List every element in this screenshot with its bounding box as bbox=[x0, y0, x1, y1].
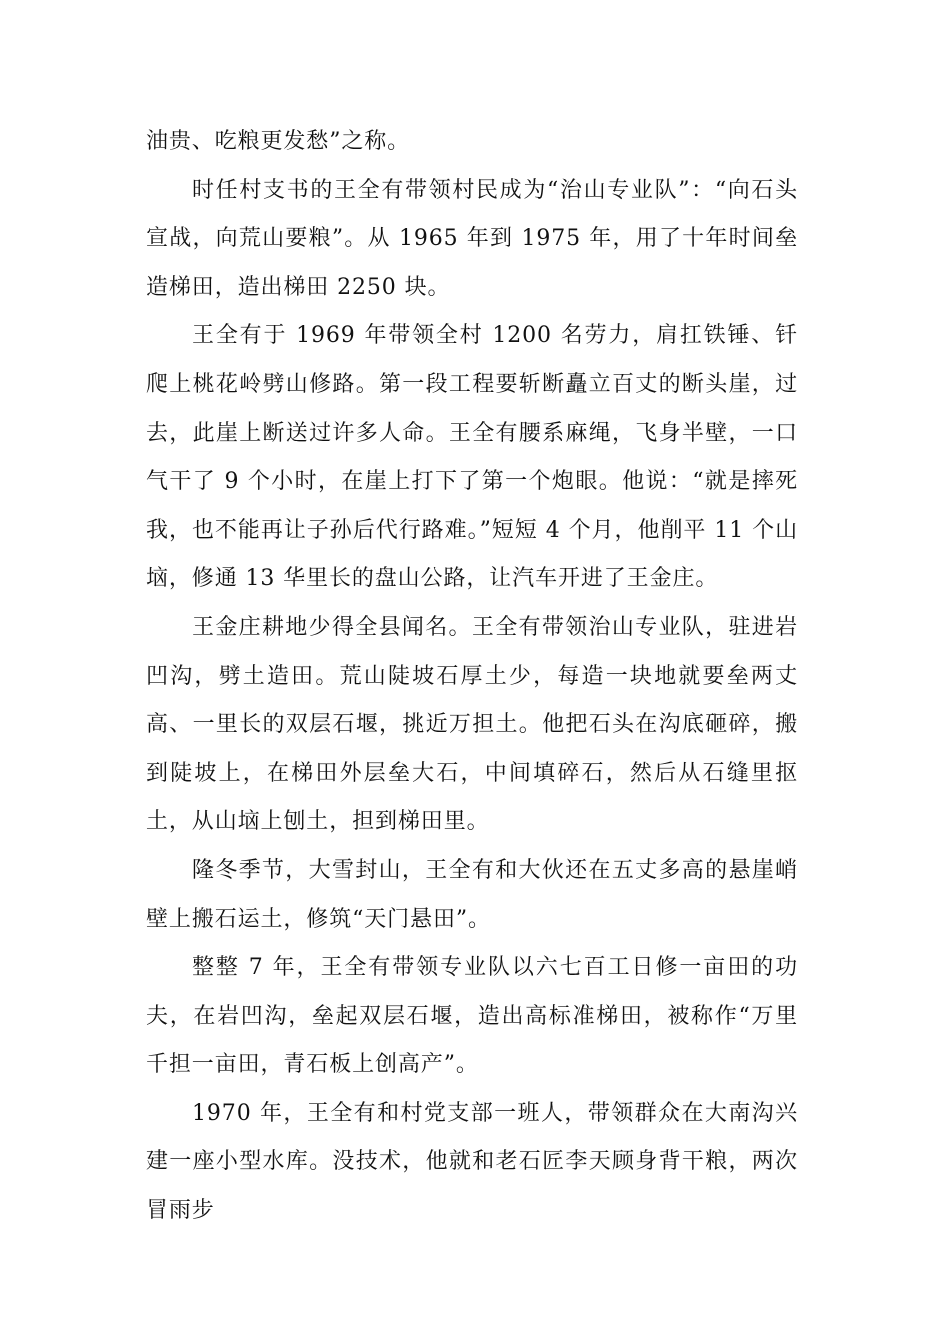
paragraph-mountain-road: 王全有于 1969 年带领全村 1200 名劳力，肩扛铁锤、钎爬上桃花岭劈山修路。第一段工程要斩断矗立百丈的断头崖，过去，此崖上断送过许多人命。王全有腰系麻绳，飞身半壁，一口气干了 9 个小时，在崖上打下了第一个炮眼。他说：“就是摔死我，也不能再让子孙后代行路难。”短短 4 个月，他削平 11 个山垴，修通 13 华里长的盘山公路，让汽车开进了王金庄。 bbox=[146, 323, 798, 592]
paragraph-seven-years: 整整 7 年，王全有带领专业队以六七百工日修一亩田的功夫，在岩凹沟，垒起双层石堰，造出高标准梯田，被称作“万里千担一亩田，青石板上创高产”。 bbox=[146, 955, 798, 1078]
document-body bbox=[146, 118, 798, 1236]
paragraph-winter-work: 隆冬季节，大雪封山，王全有和大伙还在五丈多高的悬崖峭壁上搬石运土，修筑“天门悬田”。 bbox=[146, 857, 798, 932]
paragraph-terracing-team: 时任村支书的王全有带领村民成为“治山专业队”：“向石头宣战，向荒山要粮”。从 1965 年到 1975 年，用了十年时间垒造梯田，造出梯田 2250 块。 bbox=[146, 177, 798, 300]
paragraph-continuation: 油贵、吃粮更发愁”之称。 bbox=[146, 129, 411, 154]
paragraph-reservoir: 1970 年，王全有和村党支部一班人，带领群众在大南沟兴建一座小型水库。没技术，他就和老石匠李天顾身背干粮，两次冒雨步 bbox=[146, 1100, 798, 1224]
paragraph-field-building: 王金庄耕地少得全县闻名。王全有带领治山专业队，驻进岩凹沟，劈土造田。荒山陡坡石厚土少，每造一块地就要垒两丈高、一里长的双层石堰，挑近万担土。他把石头在沟底砸碎，搬到陡坡上，在梯田外层垒大石，中间填碎石，然后从石缝里抠土，从山垴上刨土，担到梯田里。 bbox=[146, 614, 798, 835]
